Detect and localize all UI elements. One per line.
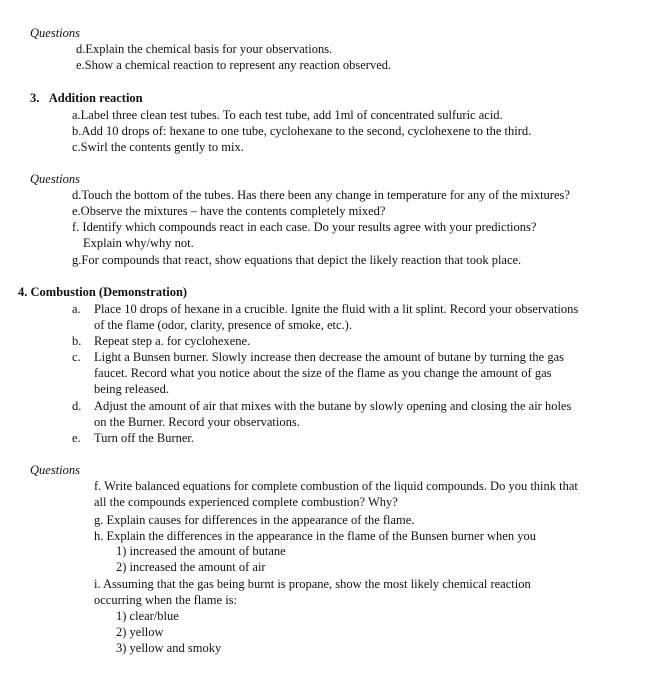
- step-marker: d.: [72, 399, 82, 413]
- procedure-step: c.Swirl the contents gently to mix.: [72, 140, 244, 154]
- procedure-step: b.Add 10 drops of: hexane to one tube, cyclohexane to the second, cyclohexene to the third.: [72, 124, 532, 138]
- step-text: Adjust the amount of air that mixes with the butane by slowly opening and closing the air holes: [94, 399, 572, 413]
- question-item: Explain why/why not.: [83, 236, 194, 250]
- step-text: faucet. Record what you notice about the size of the flame as you change the amount of gas: [94, 366, 552, 380]
- step-text: of the flame (odor, clarity, presence of smoke, etc.).: [94, 318, 352, 332]
- procedure-step: [72, 430, 194, 446]
- questions-heading: Questions: [30, 463, 80, 477]
- question-item: all the compounds experienced complete combustion? Why?: [94, 495, 398, 509]
- step-marker: c.: [72, 350, 81, 364]
- question-item: g. Explain causes for differences in the appearance of the flame.: [94, 513, 415, 527]
- step-text: Light a Bunsen burner. Slowly increase then decrease the amount of butane by turning the gas: [94, 350, 565, 364]
- question-subitem: 1) increased the amount of butane: [116, 544, 286, 558]
- question-subitem: 1) clear/blue: [116, 609, 179, 623]
- section-title: Combustion (Demonstration): [30, 285, 188, 299]
- question-subitem: 2) increased the amount of air: [116, 560, 266, 574]
- question-item: g.For compounds that react, show equations that depict the likely reaction that took place.: [72, 253, 522, 267]
- section-heading: [18, 284, 187, 300]
- question-item: occurring when the flame is:: [94, 593, 238, 607]
- procedure-step: [72, 333, 250, 349]
- section-heading: [30, 90, 143, 106]
- questions-heading: Questions: [30, 172, 80, 186]
- procedure-step: a.Label three clean test tubes. To each test tube, add 1ml of concentrated sulfuric acid.: [72, 108, 503, 122]
- section-title: Addition reaction: [48, 91, 143, 105]
- step-text: Place 10 drops of hexane in a crucible. Ignite the fluid with a lit splint. Record your observations: [94, 302, 579, 316]
- questions-heading: Questions: [30, 26, 80, 40]
- step-marker: a.: [72, 302, 81, 316]
- question-item: e.Show a chemical reaction to represent any reaction observed.: [76, 58, 392, 72]
- step-marker: b.: [72, 334, 82, 348]
- question-item: i. Assuming that the gas being burnt is propane, show the most likely chemical reaction: [94, 577, 531, 591]
- section-number: 4.: [18, 285, 28, 299]
- question-subitem: 3) yellow and smoky: [116, 641, 222, 655]
- section-number: 3.: [30, 91, 40, 105]
- question-item: f. Identify which compounds react in each case. Do your results agree with your predictions?: [72, 220, 537, 234]
- question-item: f. Write balanced equations for complete combustion of the liquid compounds. Do you think that: [94, 479, 578, 493]
- procedure-step: [72, 301, 578, 317]
- question-item: e.Observe the mixtures – have the contents completely mixed?: [72, 204, 386, 218]
- step-marker: e.: [72, 431, 81, 445]
- step-text: being released.: [94, 382, 169, 396]
- step-text: Repeat step a. for cyclohexene.: [94, 334, 251, 348]
- procedure-step: [72, 398, 571, 414]
- procedure-step: [72, 349, 564, 365]
- step-text: on the Burner. Record your observations.: [94, 415, 300, 429]
- question-subitem: 2) yellow: [116, 625, 164, 639]
- question-item: d.Touch the bottom of the tubes. Has there been any change in temperature for any of the mixtures?: [72, 188, 570, 202]
- question-item: h. Explain the differences in the appearance in the flame of the Bunsen burner when you: [94, 529, 536, 543]
- step-text: Turn off the Burner.: [94, 431, 194, 445]
- question-item: d.Explain the chemical basis for your observations.: [76, 42, 333, 56]
